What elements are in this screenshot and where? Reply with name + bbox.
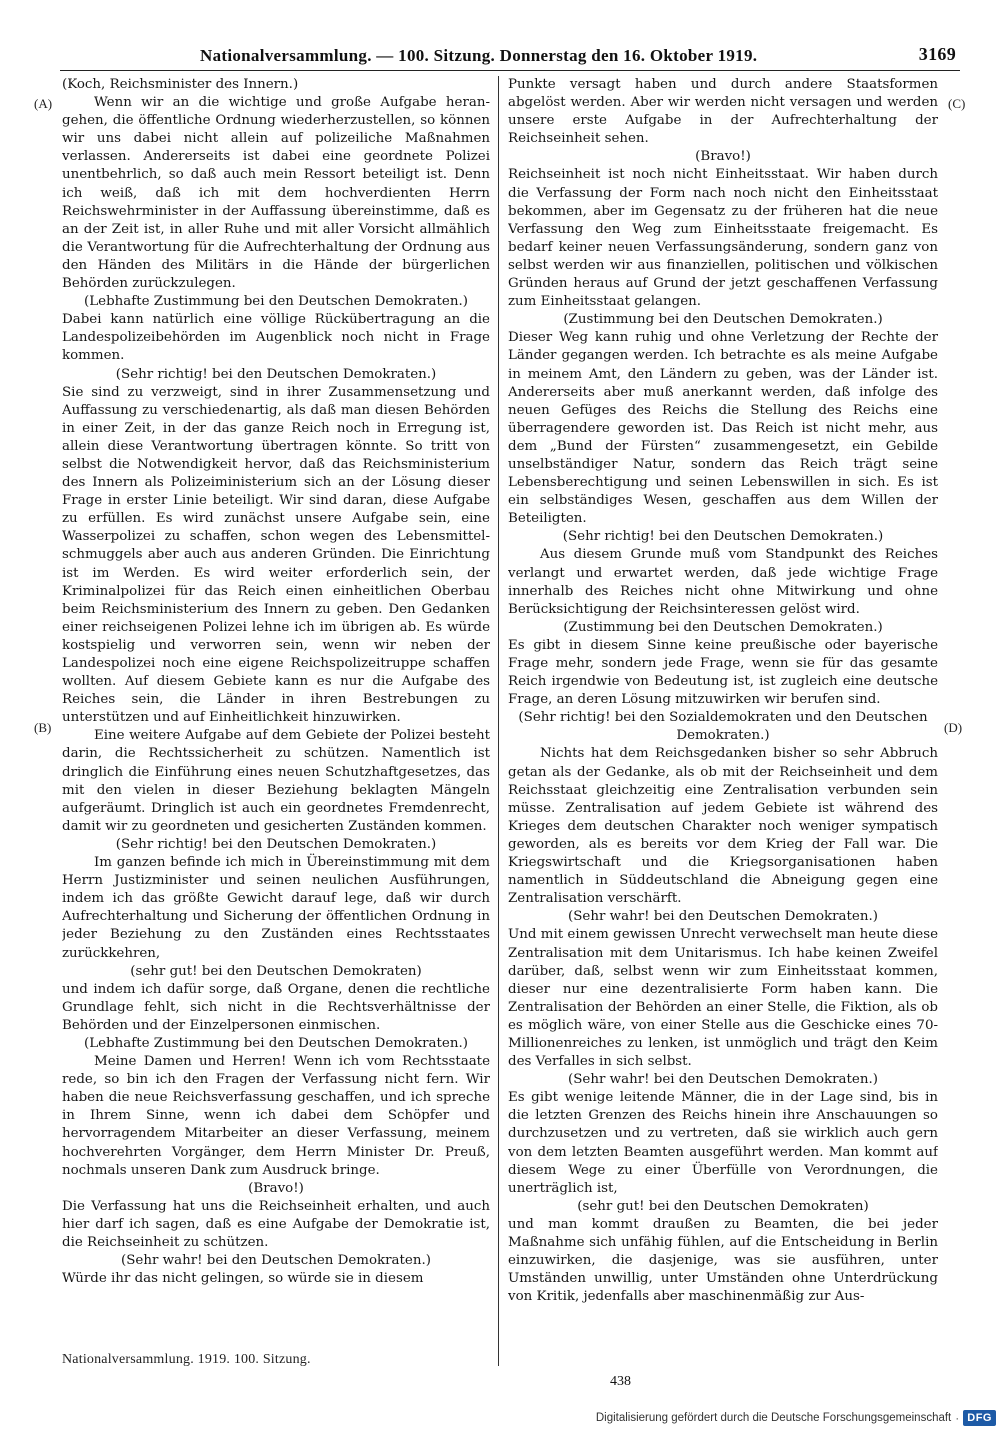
paragraph: Nichts hat dem Reichsgedanken bisher so sehr Abbruch getan als der Gedanke, als ob mit der Reichseinheit und dem Reichsstaat gleichzeitig eine Zentralisation verbunden sein müsse. Zentralisation auf jedem Gebiete ist während des Krieges dem deutschen Charakter noch weniger sympatisch geworden, als es bereits vor dem Krieg der Fall war. Die Kriegswirtschaft und die Kriegsorganisationen haben namentlich in Süddeutschland die Abneigung gegen eine Zentralisation verschärft. [508, 746, 938, 907]
paragraph: und man kommt draußen zu Beamten, die bei jeder Maßnahme sich unfähig fühlen, auf die Entscheidung in Berlin einzuwirken, die dasjenige, was sie ausführen, unter Umständen unwillig, unter Umständen ohne Unterdrückung von Kritik, jedenfalls aber maschinenmäßig zur Aus- [508, 1216, 938, 1305]
reaction-line: (Sehr wahr! bei den Deutschen Demokraten.) [568, 909, 878, 925]
reaction-line: (Bravo!) [695, 149, 751, 165]
paragraph: Im ganzen befinde ich mich in Übereinstimmung mit dem Herrn Justizminister und seinen neulichen Ausführungen, indem ich das größte Gewicht darauf lege, daß wir durch Aufrechterhaltung und Sicherung der öffentlichen Ordnung in jeder Beziehung zu den Zuständen eines Rechtsstaates zurückkehren, [62, 855, 490, 961]
paragraph: Dieser Weg kann ruhig und ohne Verletzung der Rechte der Länder gegangen werden. Ich betrachte es als meine Aufgabe in meinem Amt, den Ländern zu geben, was der Länder ist. Andererseits aber muß anerkannt werden, daß infolge des neuen Gefüges des Reichs die Stellung des Reichs eine überragendere geworden ist. Das Reich ist nicht mehr, aus dem „Bund der Fürsten“ zusammengesetzt, ein Gebilde unselbständiger Natur, sondern das Reich trägt seine Lebensberechtigung und seinen Lebenswillen in sich. Es ist ein selbständiges Wesen, geschaffen aus dem Willen der Beteiligten. [508, 330, 938, 527]
speaker-line: (Koch, Reichsminister des Innern.) [62, 77, 299, 92]
reaction-line: (Lebhafte Zustimmung bei den Deutschen Demokraten.) [84, 1035, 468, 1051]
reaction-line: (Sehr wahr! bei den Deutschen Demokraten.) [568, 1072, 878, 1088]
paragraph: und indem ich dafür sorge, daß Organe, denen die rechtliche Grundlage fehlt, sich nicht in die Rechtsverhältnisse der Behörden und der Einzelpersonen einmischen. [62, 981, 490, 1033]
digitization-notice [596, 1408, 996, 1428]
page-number: 3169 [918, 44, 956, 64]
paragraph: Wenn wir an die wichtige und große Aufgabe herangehen, die öffentliche Ordnung wiederherzustellen, so können wir uns dabei nicht allein auf polizeiliche Maßnahmen verlassen. Andererseits ist dabei eine geordnete Polizei unentbehrlich, so daß auch mein Ressort beteiligt ist. Denn ich weiß, daß ich mit dem hochverdienten Herrn Reichswehrminister in der Auffassung übereinstimme, daß es an der Zeit ist, in aller Ruhe und mit aller Vorsicht allmählich die Verantwortung für die Aufrechterhaltung der Ordnung aus den Händen des Militärs in die Hände der bürgerlichen Behörden zurückzulegen. [62, 95, 490, 292]
margin-mark-a: (A) [34, 96, 53, 111]
paragraph: Eine weitere Aufgabe auf dem Gebiete der Polizei besteht darin, die Rechtssicherheit zu schützen. Namentlich ist dringlich die Einführung eines neuen Schutzhaftgesetzes, das mit den vielen in dieser Beziehung beklagten Mängeln aufgeräumt. Dringlich ist auch ein geordnetes Fremdenrecht, damit wir zu geordneten und gesicherten Zuständen kommen. [62, 728, 490, 834]
reaction-line: (Lebhafte Zustimmung bei den Deutschen Demokraten.) [84, 294, 468, 310]
reaction-line: (Zustimmung bei den Deutschen Demokraten.) [563, 619, 883, 635]
reaction-line: (sehr gut! bei den Deutschen Demokraten) [130, 963, 422, 979]
paragraph: Die Verfassung hat uns die Reichseinheit erhalten, und auch hier darf ich sagen, daß es eine Aufgabe der Demokratie ist, die Reichseinheit zu schützen. [62, 1198, 490, 1250]
dfg-logo: DFG [963, 1410, 996, 1426]
separator-dot: · [955, 1411, 960, 1425]
paragraph: Aus diesem Grunde muß vom Standpunkt des Reiches verlangt und erwartet werden, daß jede wichtige Frage innerhalb des Reiches nicht ohne Mitwirkung und ohne Berücksichtigung der Reichsinteressen gelöst wird. [508, 547, 938, 617]
paragraph: Dabei kann natürlich eine völlige Rückübertragung an die Landespolizeibehörden im Augenblick noch nicht in Frage kommen. [62, 312, 490, 364]
right-column [508, 76, 938, 1376]
header-title: Nationalversammlung. — 100. Sitzung. Donnerstag den 16. Oktober 1919. [200, 46, 758, 65]
reaction-line: (Sehr richtig! bei den Deutschen Demokraten.) [115, 836, 437, 852]
paragraph: Meine Damen und Herren! Wenn ich vom Rechtsstaate rede, so bin ich den Fragen der Verfassung nicht fern. Wir haben die neue Reichsverfassung geschaffen, und ich spreche in Ihrem Sinne, wenn ich dabei dem Schöpfer und hervorragendem Mitarbeiter an dieser Verfassung, meinem hochverehrten Vorgänger, dem Herrn Minister Dr. Preuß, nochmals unseren Dank zum Ausdruck bringe. [62, 1054, 490, 1178]
column-divider [498, 76, 499, 1366]
footer-sheet-number: 438 [610, 1374, 631, 1389]
paragraph: Und mit einem gewissen Unrecht verwechselt man heute diese Zentralisation mit dem Unitarismus. Ich habe keinen Zweifel darüber, daß, selbst wenn wir zum Einheitsstaat kommen, dieser nur eine dezentralisierte Form haben kann. Die Zentralisation der Behörden an einer Stelle, die Fiktion, als ob es möglich wäre, von einer Stelle aus die Geschicke eines 70-Millionenreiches zu lenken, ist unmöglich und trägt den Keim des Verfalles in sich selbst. [508, 927, 938, 1070]
reaction-line: (sehr gut! bei den Deutschen Demokraten) [577, 1198, 869, 1214]
reaction-line: (Sehr richtig! bei den Deutschen Demokraten.) [115, 366, 437, 382]
paragraph: Es gibt wenige leitende Männer, die in der Lage sind, bis in die letzten Grenzen des Reichs hinein ihre Anschauungen so durchzusetzen und zu vertreten, daß sie wirklich auch gern von dem letzten Beamten ausgeführt werden. Man kommt auf diesem Wege zu einer Überfülle von Verordnungen, die unerträglich ist, [508, 1090, 938, 1196]
footer-session-label: Nationalversammlung. 1919. 100. Sitzung. [62, 1352, 311, 1367]
reaction-line: (Sehr wahr! bei den Deutschen Demokraten.) [121, 1253, 431, 1269]
digitization-text: Digitalisierung gefördert durch die Deutsche Forschungsgemeinschaft [595, 1412, 952, 1424]
reaction-line: (Bravo!) [248, 1180, 304, 1196]
paragraph: Punkte versagt haben und durch andere Staatsformen abgelöst werden. Aber wir werden nicht versagen und werden unsere erste Aufgabe in der Aufrechterhaltung der Reichseinheit sehen. [508, 77, 938, 147]
reaction-line: (Sehr richtig! bei den Deutschen Demokraten.) [562, 529, 884, 545]
paragraph: Es gibt in diesem Sinne keine preußische oder bayerische Frage mehr, sondern jede Frage, wenn sie für das gesamte Reich irgendwie von Bedeutung ist, ist zugleich eine deutsche Frage, an deren Lösung mitzuwirken wir berufen sind. [508, 637, 938, 708]
margin-mark-d: (D) [944, 720, 963, 735]
reaction-line: (Sehr richtig! bei den Sozialdemokraten und den Deutschen Demokraten.) [518, 710, 928, 744]
paragraph: Reichseinheit ist noch nicht Einheitsstaat. Wir haben durch die Verfassung der Form nach noch nicht den Einheitsstaat bekommen, aber im Gegensatz zu der früheren hat die neue Verfassung den Weg zum Einheitsstaate freigemacht. Es bedarf keiner neuen Verfassungsänderung, sondern ganz von selbst werden wir aus finanziellen, politischen und völkischen Gründen heraus auf Grund der jetzt geschaffenen Verfassung zum Einheitsstaat gelangen. [508, 167, 938, 310]
margin-mark-b: (B) [34, 720, 52, 735]
running-header [60, 44, 960, 71]
margin-mark-c: (C) [948, 96, 966, 111]
left-column [62, 76, 490, 1376]
reaction-line: (Zustimmung bei den Deutschen Demokraten.) [563, 312, 883, 328]
paragraph: Sie sind zu verzweigt, sind in ihrer Zusammensetzung und Auffassung zu verschiedenartig, als daß man diesen Behörden in einer Zeit, in der das ganze Reich noch in Erregung ist, allein diese Verantwortung übertragen könnte. So tritt von selbst die Notwendigkeit hervor, daß das Reichsministerium des Innern als Polizeiministerium sich an der Lösung dieser Frage in erster Linie beteiligt. Wir sind daran, diese Aufgabe zu erfüllen. Es wird zunächst unsere Aufgabe sein, eine Wasserpolizei zu schaffen, schon wegen des Lebensmittelschmuggels aber auch aus anderen Gründen. Die Einrichtung ist im Werden. Es wird weiter erforderlich sein, der Kriminalpolizei für das Reich einen einheitlichen Oberbau beim Reichsministerium des Innern zu geben. Den Gedanken einer reichseigenen Polizei lehne ich im übrigen ab. Es würde kostspielig und verworren sein, wenn wir neben der Landespolizei noch eine eigene Reichspolizeitruppe schaffen wollten. Auf diesem Gebiete kann es nur die Aufgabe des Reiches sein, die Länder in ihren Bestrebungen zu unterstützen und auf Einheitlichkeit hinzuwirken. [62, 384, 490, 726]
paragraph: Würde ihr das nicht gelingen, so würde sie in diesem [62, 1271, 424, 1287]
